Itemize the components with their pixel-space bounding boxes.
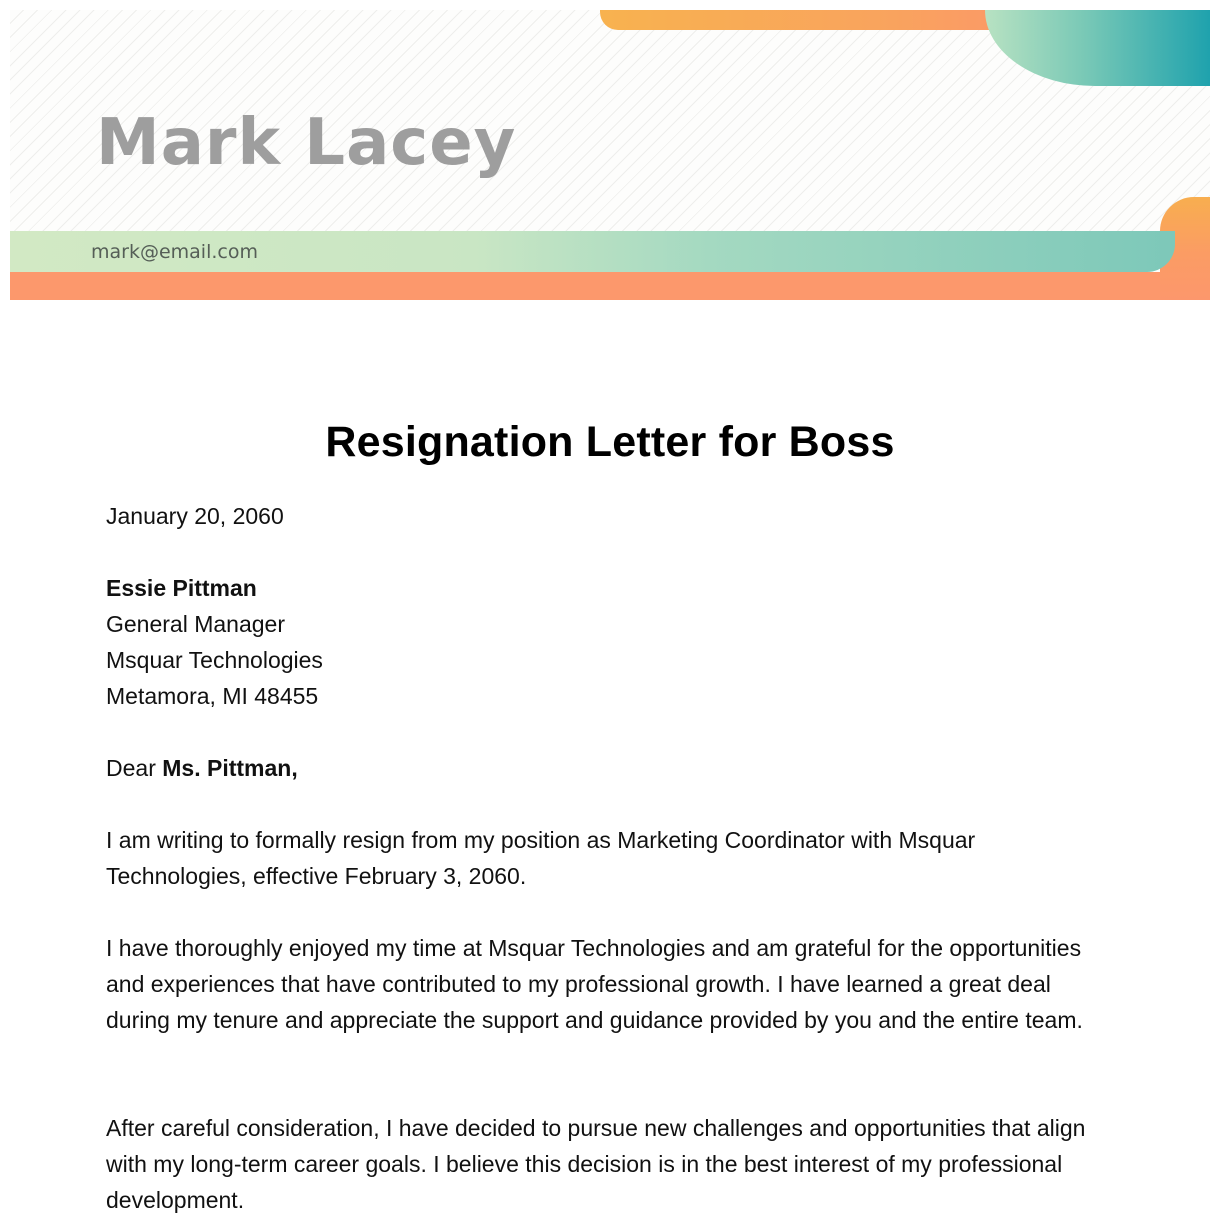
paragraph-gratitude: I have thoroughly enjoyed my time at Msquar Technologies and am grateful for the opportunities and experiences that have contributed to my professional growth. I have learned a great deal during my tenure and appreciate the support and guidance provided by you and the entire team. [106,935,1083,1033]
salutation [106,750,1116,786]
recipient-name: Essie Pittman [106,575,257,601]
recipient-block [106,570,1116,714]
recipient-address: Metamora, MI 48455 [106,683,319,709]
document-title: Resignation Letter for Boss [325,418,895,466]
paragraph-resignation: I am writing to formally resign from my position as Marketing Coordinator with Msquar Technologies, effective February 3, 2060. [106,827,976,889]
salutation-name: Ms. Pittman, [162,755,298,781]
letterhead [10,10,1210,300]
recipient-company: Msquar Technologies [106,647,323,673]
top-teal-curve-accent [985,10,1210,86]
sender-email: mark@email.com [91,241,258,263]
paragraph-reason: After careful consideration, I have decided to pursue new challenges and opportunities that align with my long-term career goals. I believe this decision is in the best interest of my professional development. [106,1115,1086,1213]
contact-bar [10,231,1175,272]
letter-date: January 20, 2060 [106,503,284,529]
top-orange-accent-bar [600,10,1020,30]
salutation-prefix: Dear [106,755,163,781]
recipient-title: General Manager [106,611,285,637]
sender-name: Mark Lacey [96,106,517,180]
bottom-orange-band [10,272,1210,300]
